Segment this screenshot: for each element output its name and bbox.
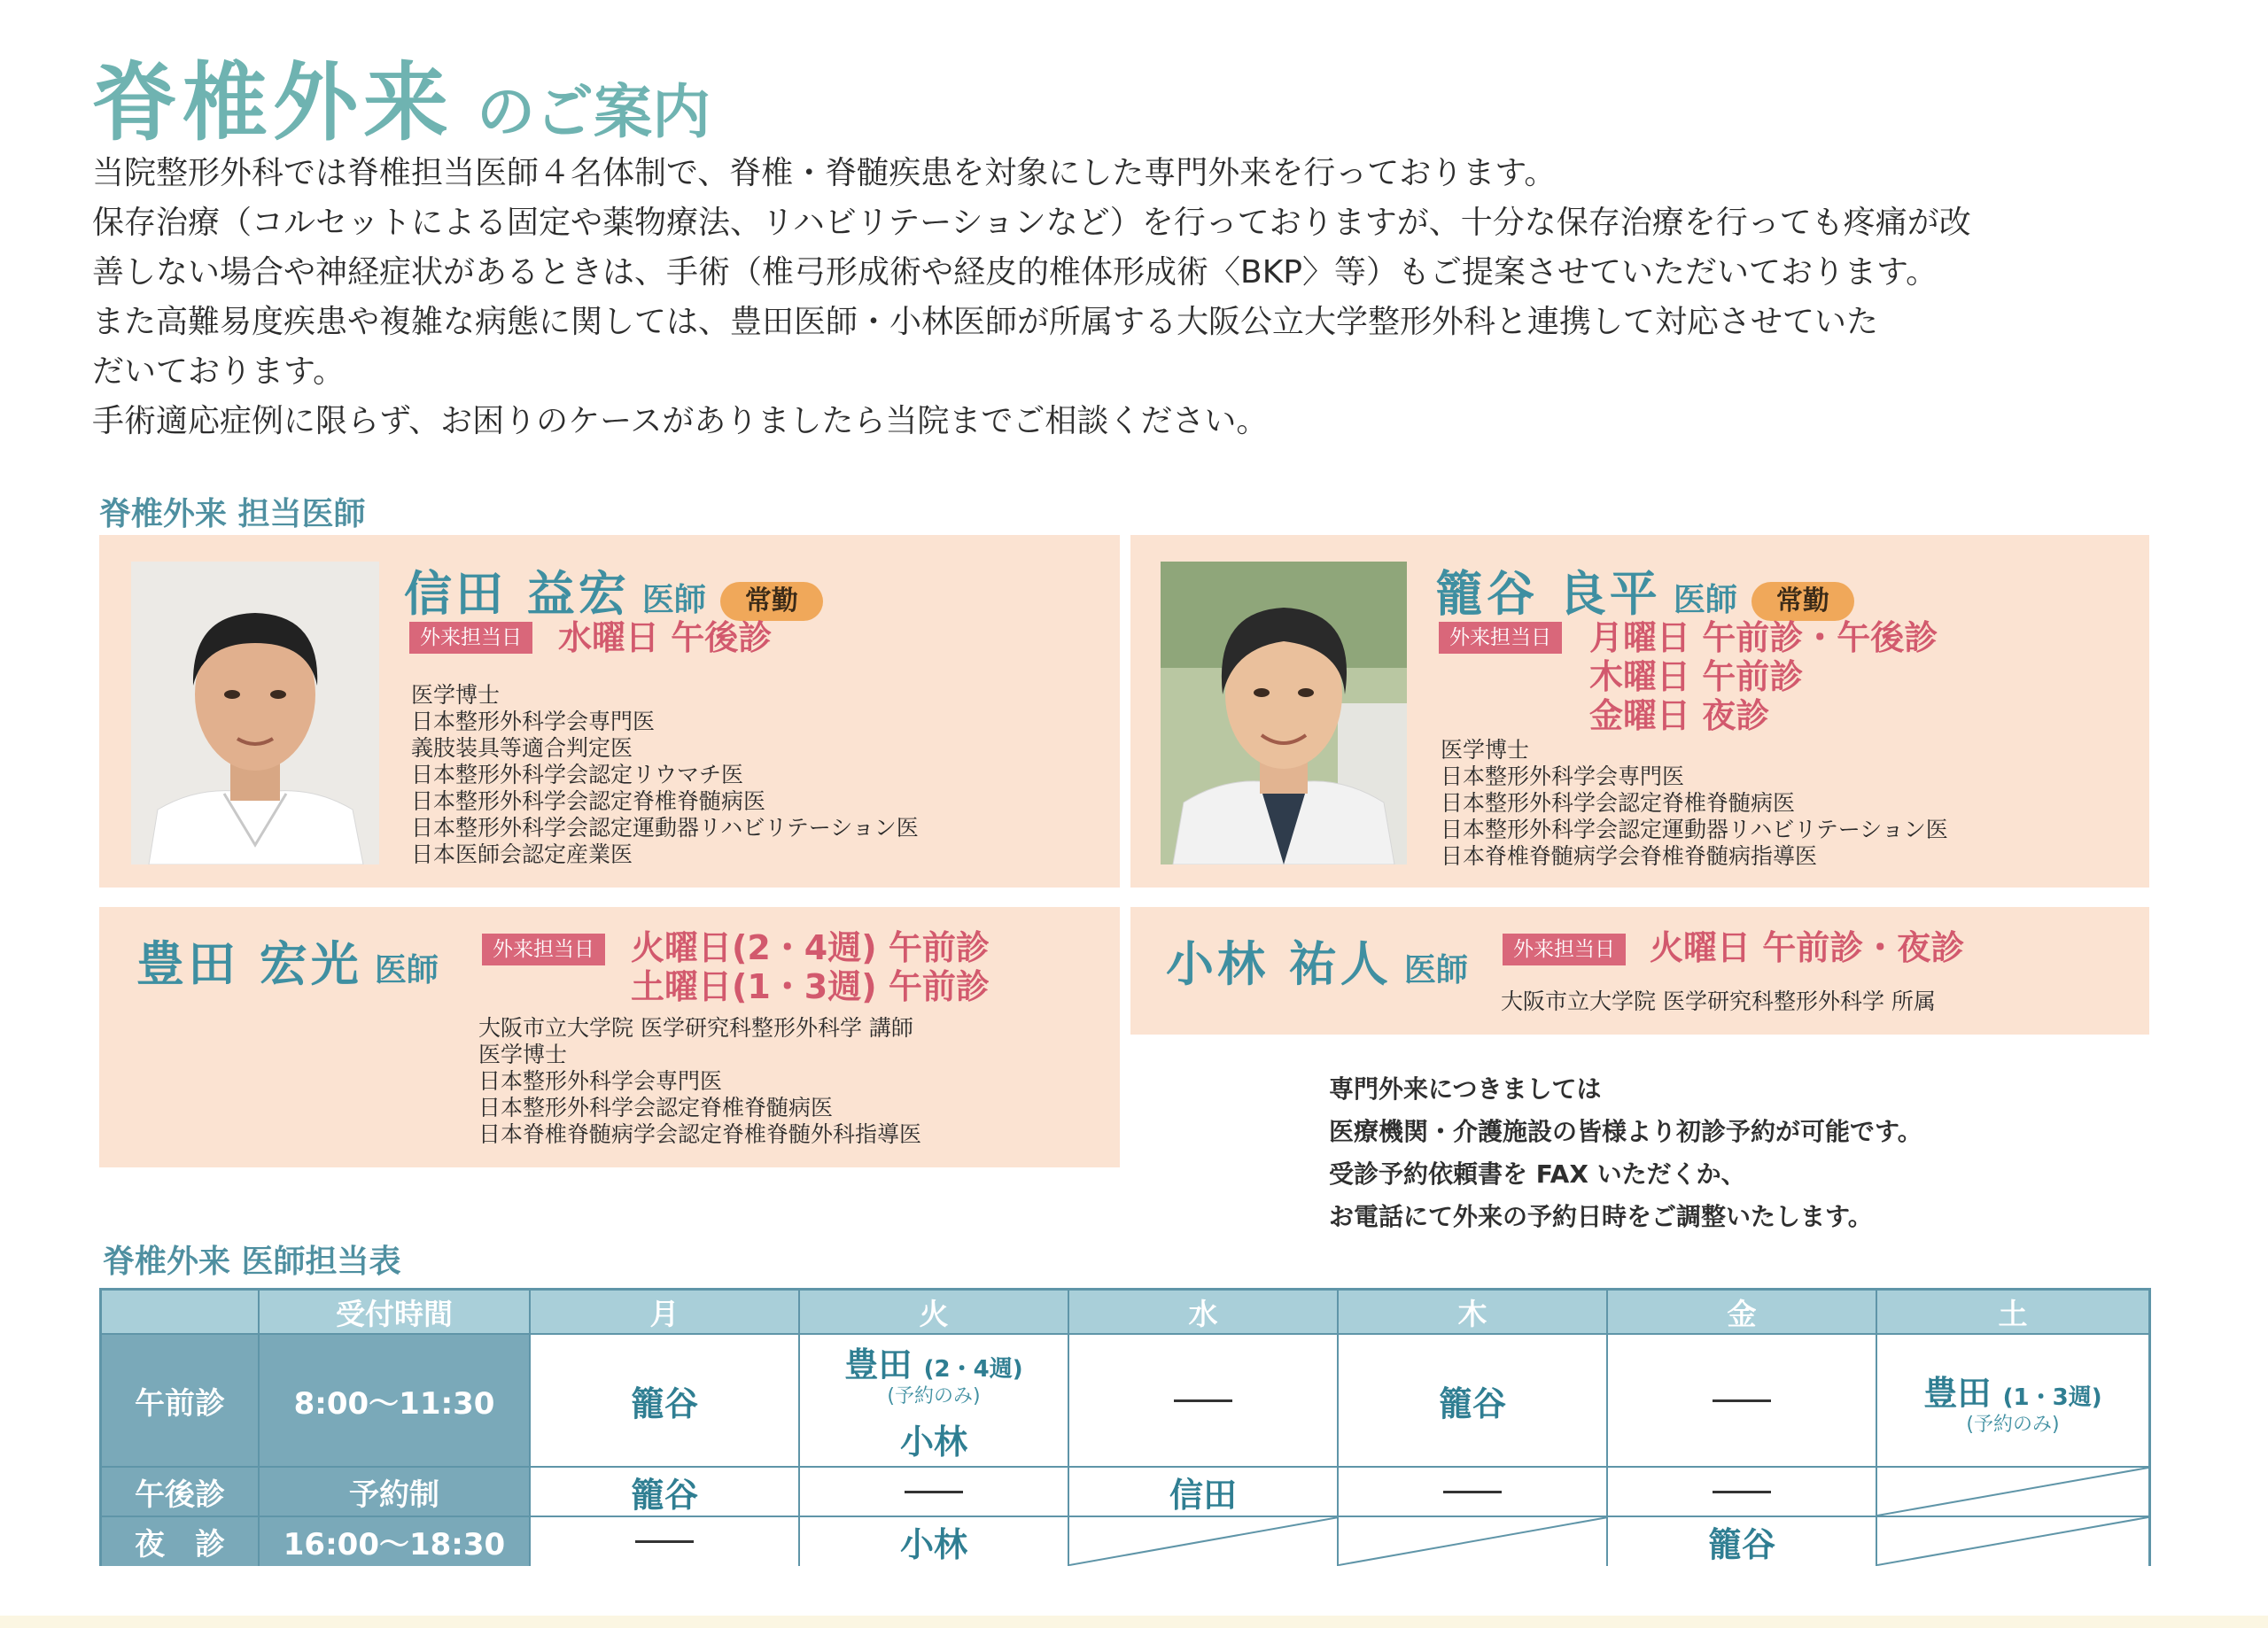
- schedule-line: 木曜日 午前診: [1589, 657, 1804, 696]
- table-cell: [531, 1468, 800, 1517]
- time-afternoon: 予約制: [260, 1468, 531, 1517]
- referral-note: [1329, 1068, 1922, 1238]
- doctor-name-1: [404, 556, 823, 626]
- table-header-tue: 火: [800, 1291, 1069, 1335]
- diagonal-slash: [1877, 1517, 2148, 1566]
- qualification: 日本整形外科学会認定運動器リハビリテーション医: [1441, 817, 1948, 842]
- intro-line: 手術適応症例に限らず、お困りのケースがありましたら当院までご相談ください。: [92, 403, 1269, 439]
- diagonal-slash: [1069, 1517, 1339, 1566]
- doctor-cell-name: 籠谷: [1707, 1525, 1775, 1564]
- no-session-dash: [1713, 1491, 1771, 1493]
- doctor-cell-name: 籠谷: [1438, 1384, 1506, 1423]
- closed-cell: [1339, 1517, 1608, 1566]
- outpatient-day-tag: 外来担当日: [482, 934, 605, 965]
- table-header-time: 受付時間: [260, 1291, 531, 1335]
- table-cell: [800, 1335, 1069, 1468]
- qualification: 日本整形外科学会認定リウマチ医: [411, 762, 744, 787]
- time-morning: 8:00〜11:30: [260, 1335, 531, 1468]
- table-cell: [1608, 1468, 1877, 1517]
- table-header-blank: [102, 1291, 260, 1335]
- outpatient-day-tag: 外来担当日: [1503, 934, 1626, 965]
- doctor-photo-2: [1161, 562, 1407, 864]
- doctor-title: 医師: [1403, 952, 1468, 988]
- doctor-photo-1: [131, 562, 379, 864]
- doctor-name: 豊田 宏光: [136, 936, 362, 992]
- row-head-morning: 午前診: [102, 1335, 260, 1468]
- doctor-name-4: [1166, 926, 1468, 995]
- closed-cell: [1877, 1468, 2148, 1517]
- doctor-name: 信田 益宏: [404, 566, 630, 622]
- closed-cell: [1069, 1517, 1339, 1566]
- page-title: [92, 35, 711, 157]
- weeks-note: (1・3週): [2002, 1384, 2102, 1411]
- outpatient-day-tag: 外来担当日: [409, 622, 532, 654]
- outpatient-day-tag: 外来担当日: [1439, 622, 1562, 654]
- doctor-qualifications-2: [1441, 737, 1948, 870]
- row-head-afternoon: 午後診: [102, 1468, 260, 1517]
- qualification: 日本整形外科学会認定脊椎脊髄病医: [1441, 790, 1796, 816]
- doctor-card-1: [99, 535, 1120, 888]
- doctor-name-3: [136, 926, 439, 995]
- qualification: 日本脊椎脊髄病学会認定脊椎脊髄外科指導医: [478, 1121, 922, 1147]
- doctor-schedule-3: [631, 928, 990, 1006]
- reservation-note: (予約のみ): [1966, 1413, 2060, 1436]
- qualification: 義肢装具等適合判定医: [411, 735, 633, 761]
- footer-strip: [0, 1616, 2268, 1628]
- diagonal-slash: [1877, 1468, 2148, 1517]
- doctors-section-label: 脊椎外来 担当医師: [99, 496, 366, 532]
- doctor-title: 医師: [374, 952, 439, 988]
- table-cell: [1877, 1335, 2148, 1468]
- doctor-qualifications-3: [478, 1015, 921, 1148]
- doctor-title: 医師: [641, 582, 706, 618]
- table-header-fri: 金: [1608, 1291, 1877, 1335]
- doctor-card-3: [99, 907, 1120, 1167]
- fulltime-badge: 常勤: [1751, 582, 1854, 621]
- no-session-dash: [1443, 1491, 1502, 1493]
- diagonal-slash: [1339, 1517, 1608, 1566]
- no-session-dash: [1713, 1399, 1771, 1402]
- reservation-note: (予約のみ): [887, 1385, 981, 1407]
- doctor-schedule-4: [1650, 928, 1964, 967]
- doctor-cell-name: 籠谷: [630, 1384, 698, 1423]
- doctor-cell-name: 豊田: [1923, 1373, 1992, 1413]
- row-head-evening: 夜 診: [102, 1517, 260, 1566]
- no-session-dash: [905, 1491, 963, 1493]
- note-line: 医療機関・介護施設の皆様より初診予約が可能です。: [1329, 1117, 1922, 1146]
- no-session-dash: [635, 1540, 694, 1543]
- qualification: 大阪市立大学院 医学研究科整形外科学 講師: [478, 1015, 913, 1041]
- doctor-title: 医師: [1673, 582, 1737, 618]
- qualification: 日本整形外科学会認定運動器リハビリテーション医: [411, 815, 919, 841]
- table-cell: [800, 1517, 1069, 1566]
- doctor-qualifications-1: [411, 682, 919, 868]
- table-cell: [1339, 1468, 1608, 1517]
- title-sub: のご案内: [477, 78, 711, 146]
- title-main: 脊椎外来: [92, 53, 454, 152]
- qualification: 日本整形外科学会認定脊椎脊髄病医: [478, 1095, 834, 1120]
- schedule-line: 水曜日 午後診: [558, 618, 773, 657]
- qualification: 医学博士: [411, 682, 501, 708]
- doctor-name: 籠谷 良平: [1435, 566, 1661, 622]
- qualification: 大阪市立大学院 医学研究科整形外科学 所属: [1501, 988, 1936, 1014]
- doctor-qualifications-4: [1501, 988, 1936, 1015]
- note-line: 受診予約依頼書を FAX いただくか、: [1329, 1159, 1746, 1189]
- schedule-line: 土曜日(1・3週) 午前診: [631, 967, 990, 1006]
- no-session-dash: [1174, 1399, 1232, 1402]
- intro-text: [92, 149, 2201, 446]
- table-cell: [1608, 1335, 1877, 1468]
- table-header-sat: 土: [1877, 1291, 2148, 1335]
- table-cell: [1608, 1517, 1877, 1566]
- doctor-schedule-1: [558, 618, 772, 657]
- intro-line: 保存治療（コルセットによる固定や薬物療法、リハビリテーションなど）を行っておりますが、十分な保存治療を行っても疼痛が改: [92, 205, 1971, 241]
- qualification: 医学博士: [478, 1042, 568, 1067]
- table-header-thu: 木: [1339, 1291, 1608, 1335]
- doctor-cell-name: 小林: [899, 1525, 967, 1564]
- intro-line: 善しない場合や神経症状があるときは、手術（椎弓形成術や経皮的椎体形成術〈BKP〉等）もご提案させていただいております。: [92, 254, 1938, 291]
- doctor-cell-name: 小林: [899, 1423, 967, 1461]
- schedule-line: 月曜日 午前診・午後診: [1589, 618, 1938, 657]
- qualification: 日本医師会認定産業医: [411, 841, 633, 867]
- table-cell: [531, 1335, 800, 1468]
- weeks-note: (2・4週): [923, 1356, 1023, 1383]
- schedule-table-label: 脊椎外来 医師担当表: [103, 1244, 401, 1280]
- schedule-line: 火曜日(2・4週) 午前診: [631, 928, 990, 967]
- qualification: 日本脊椎脊髄病学会脊椎脊髄病指導医: [1441, 843, 1818, 869]
- doctor-cell-name: 信田: [1169, 1475, 1237, 1515]
- closed-cell: [1877, 1517, 2148, 1566]
- table-header-mon: 月: [531, 1291, 800, 1335]
- schedule-table: [99, 1288, 2151, 1566]
- table-header-wed: 水: [1069, 1291, 1339, 1335]
- note-line: お電話にて外来の予約日時をご調整いたします。: [1329, 1202, 1873, 1231]
- intro-line: また高難易度疾患や複雑な病態に関しては、豊田医師・小林医師が所属する大阪公立大学整形外科と連携して対応させていた: [92, 304, 1879, 340]
- intro-line: だいております。: [92, 353, 346, 390]
- doctor-card-4: [1130, 907, 2149, 1035]
- doctor-schedule-2: [1589, 618, 1938, 735]
- doctor-cell-name: 豊田: [844, 1345, 913, 1384]
- table-cell: [1339, 1335, 1608, 1468]
- time-evening: 16:00〜18:30: [260, 1517, 531, 1566]
- table-cell: [1069, 1468, 1339, 1517]
- doctor-cell-name: 籠谷: [630, 1475, 698, 1515]
- table-cell: [531, 1517, 800, 1566]
- qualification: 日本整形外科学会専門医: [478, 1068, 723, 1094]
- fulltime-badge: 常勤: [720, 582, 823, 621]
- schedule-line: 金曜日 夜診: [1589, 696, 1770, 735]
- qualification: 日本整形外科学会専門医: [1441, 764, 1685, 789]
- doctor-name: 小林 祐人: [1166, 936, 1392, 992]
- schedule-line: 火曜日 午前診・夜診: [1650, 928, 1965, 967]
- qualification: 日本整形外科学会専門医: [411, 709, 656, 734]
- doctor-name-2: [1435, 556, 1854, 626]
- qualification: 医学博士: [1441, 737, 1530, 763]
- note-line: 専門外来につきましては: [1329, 1074, 1602, 1104]
- qualification: 日本整形外科学会認定脊椎脊髄病医: [411, 788, 766, 814]
- intro-line: 当院整形外科では脊椎担当医師４名体制で、脊椎・脊髄疾患を対象にした専門外来を行っております。: [92, 155, 1557, 191]
- doctor-card-2: [1130, 535, 2149, 888]
- table-cell: [800, 1468, 1069, 1517]
- table-cell: [1069, 1335, 1339, 1468]
